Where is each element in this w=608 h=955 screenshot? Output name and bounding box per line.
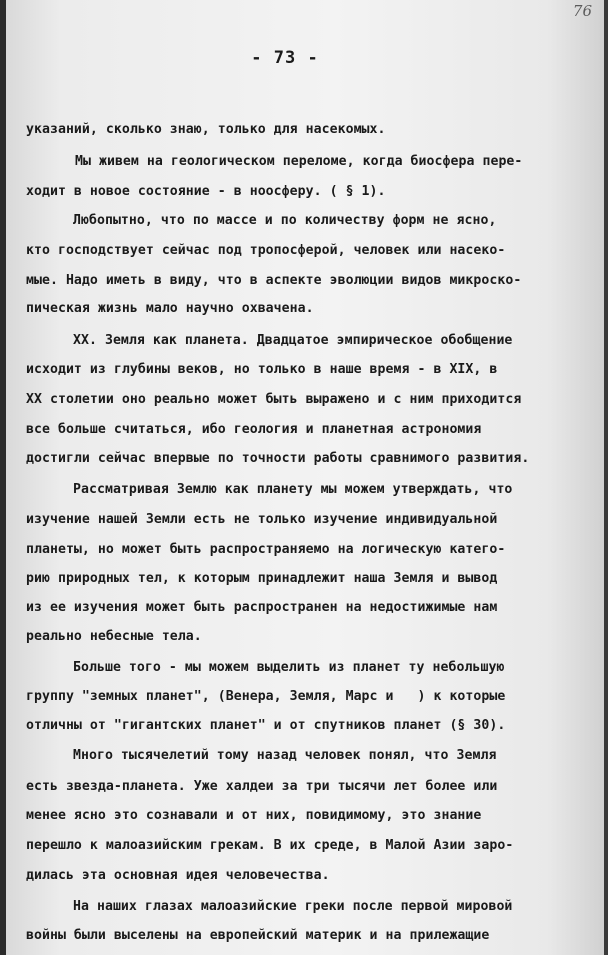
text-line: реально небесные тела. — [26, 629, 202, 644]
text-line: дилась эта основная идея человечества. — [26, 868, 330, 883]
text-line: исходит из глубины веков, но только в наше время - в XIX, в — [26, 362, 498, 377]
text-line: перешло к малоазийским грекам. В их среде, в Малой Азии заро- — [26, 838, 514, 853]
text-line: кто господствует сейчас под тропосферой, человек или насеко- — [26, 243, 506, 258]
text-line: На наших глазах малоазийские греки после первой мировой — [73, 899, 513, 914]
text-line: Больше того - мы можем выделить из планет ту небольшую — [73, 660, 505, 675]
text-line: из ее изучения может быть распространен на недостижимые нам — [26, 600, 498, 615]
handwritten-page-mark: 76 — [572, 2, 592, 20]
text-line: все больше считаться, ибо геология и планетная астрономия — [26, 422, 482, 437]
text-line: отличны от "гигантских планет" и от спутников планет (§ 30). — [26, 718, 506, 733]
text-line: менее ясно это сознавали и от них, повидимому, это знание — [26, 808, 482, 823]
text-line: ходит в новое состояние - в ноосферу. ( § 1). — [26, 184, 386, 199]
text-line: войны были выселены на европейский материк и на прилежащие — [26, 928, 490, 943]
text-line: мые. Надо иметь в виду, что в аспекте эволюции видов микроско- — [26, 273, 522, 288]
text-line: изучение нашей Земли есть не только изучение индивидуальной — [26, 512, 498, 527]
text-line: Мы живем на геологическом переломе, когда биосфера пере- — [75, 154, 523, 169]
text-line: достигли сейчас впервые по точности работы сравнимого развития. — [26, 451, 530, 466]
text-line: Любопытно, что по массе и по количеству форм не ясно, — [73, 213, 497, 228]
text-line: группу "земных планет", (Венера, Земля, Марс и ) к которые — [26, 689, 506, 704]
text-line: XX столетии оно реально может быть выражено и с ним приходится — [26, 392, 522, 407]
page-number: - 73 - — [251, 48, 319, 68]
text-line: XX. Земля как планета. Двадцатое эмпирическое обобщение — [73, 333, 513, 348]
text-line: Много тысячелетий тому назад человек понял, что Земля — [73, 748, 497, 763]
text-line: рию природных тел, к которым принадлежит наша Земля и вывод — [26, 571, 498, 586]
text-line: указаний, сколько знаю, только для насекомых. — [26, 122, 386, 137]
text-line: пическая жизнь мало научно охвачена. — [26, 301, 314, 316]
text-line: есть звезда-планета. Уже халдеи за три тысячи лет более или — [26, 779, 498, 794]
text-line: планеты, но может быть распространяемо на логическую катего- — [26, 542, 506, 557]
text-line: Рассматривая Землю как планету мы можем утверждать, что — [73, 482, 513, 497]
